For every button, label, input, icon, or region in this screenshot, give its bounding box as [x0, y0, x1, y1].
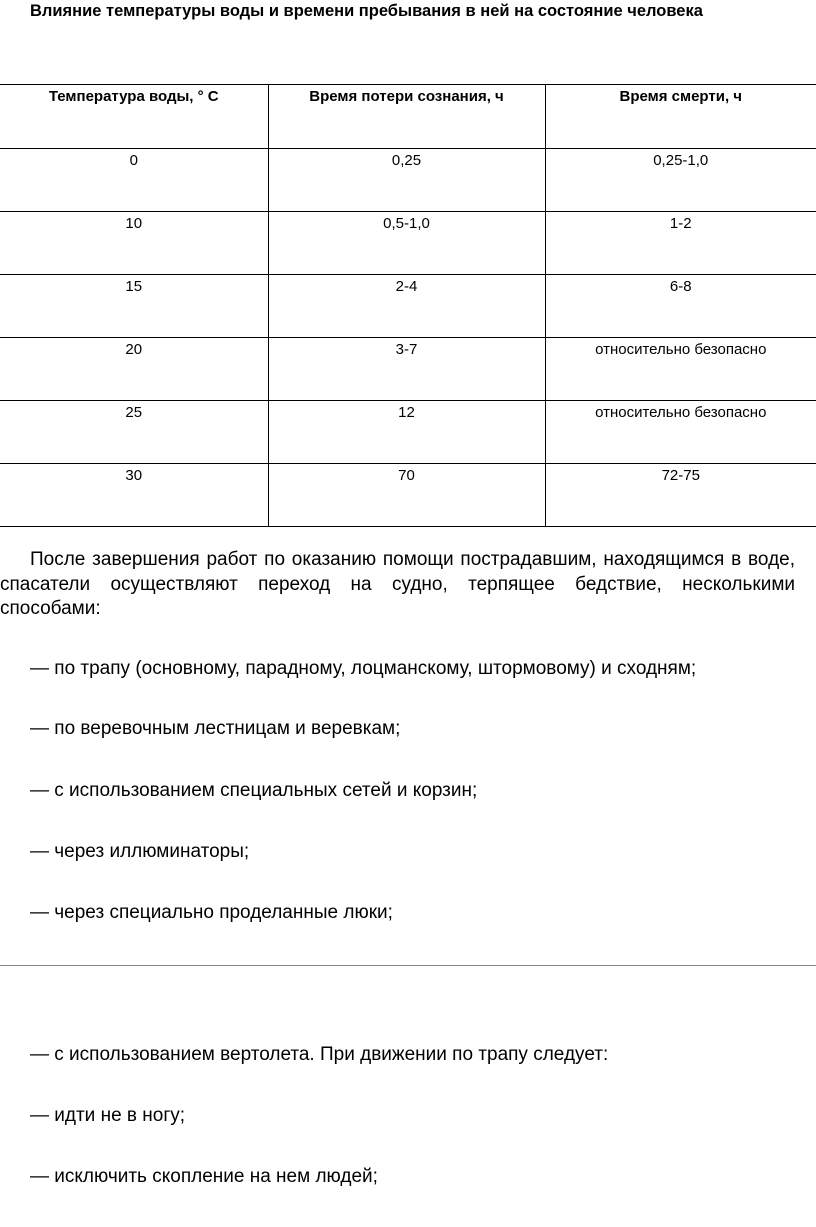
list-item: — идти не в ногу; — [30, 1105, 186, 1126]
intro-paragraph: После завершения работ по оказанию помощи пострадавшим, находящимся в воде, спасатели осуществляют переход на судно, терпящее бедствие, несколькими способами: — [0, 549, 795, 619]
list-item: — по веревочным лестницам и веревкам; — [30, 718, 401, 739]
cell-temperature: 10 — [0, 212, 268, 275]
cell-death: 1-2 — [545, 212, 816, 275]
cell-temperature: 0 — [0, 149, 268, 212]
cell-death: 72-75 — [545, 464, 816, 527]
cell-unconsciousness: 2-4 — [268, 275, 545, 338]
page-title: Влияние температуры воды и времени пребывания в ней на состояние человека — [30, 2, 703, 20]
cell-temperature: 20 — [0, 338, 268, 401]
table-row — [0, 401, 816, 464]
list-item: — с использованием специальных сетей и корзин; — [30, 780, 478, 801]
page-divider — [0, 965, 816, 966]
cell-temperature: 30 — [0, 464, 268, 527]
header-water-temperature: Температура воды, ° С — [0, 85, 268, 149]
table-row — [0, 275, 816, 338]
table-header-row — [0, 85, 816, 149]
table-row — [0, 338, 816, 401]
table-row — [0, 212, 816, 275]
list-item: — с использованием вертолета. При движении по трапу следует: — [30, 1044, 609, 1065]
list-item: — по трапу (основному, парадному, лоцманскому, штормовому) и сходням; — [30, 658, 697, 679]
cell-unconsciousness: 3-7 — [268, 338, 545, 401]
cell-unconsciousness: 70 — [268, 464, 545, 527]
cell-death: 0,25-1,0 — [545, 149, 816, 212]
cell-temperature: 15 — [0, 275, 268, 338]
cell-death: относительно безопасно — [545, 401, 816, 464]
header-death-time: Время смерти, ч — [545, 85, 816, 149]
header-unconsciousness-time: Время потери сознания, ч — [268, 85, 545, 149]
table-row — [0, 464, 816, 527]
list-item: — через иллюминаторы; — [30, 841, 250, 862]
cell-death: 6-8 — [545, 275, 816, 338]
cell-unconsciousness: 0,5-1,0 — [268, 212, 545, 275]
cell-unconsciousness: 12 — [268, 401, 545, 464]
temperature-table — [0, 84, 816, 527]
list-item: — через специально проделанные люки; — [30, 902, 393, 923]
table-row — [0, 149, 816, 212]
cell-death: относительно безопасно — [545, 338, 816, 401]
cell-temperature: 25 — [0, 401, 268, 464]
list-item: — исключить скопление на нем людей; — [30, 1166, 378, 1187]
cell-unconsciousness: 0,25 — [268, 149, 545, 212]
